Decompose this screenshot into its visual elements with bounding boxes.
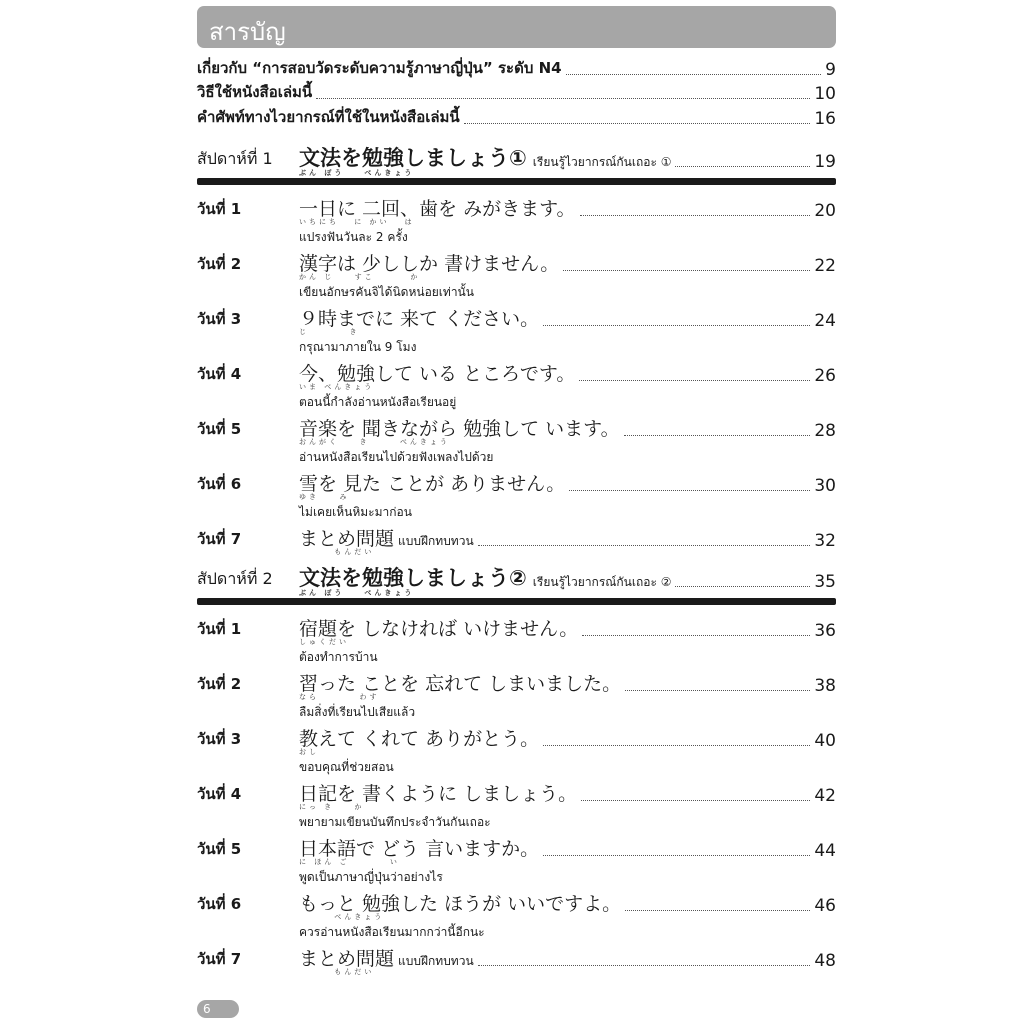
week-2-header[interactable] <box>197 564 836 597</box>
toc-entry-w1-d7[interactable] <box>197 525 836 556</box>
toc-page-number: 30 <box>814 476 836 496</box>
dot-leader <box>625 910 810 911</box>
entry-subtitle: แบบฝึกทบทวน <box>398 534 474 548</box>
toc-entry-intro-2[interactable] <box>197 82 836 104</box>
entry-title-jp: まとめ問題 もんだい <box>299 948 395 976</box>
toc-entry-w2-d7[interactable] <box>197 945 836 976</box>
furigana: いま べんきょう <box>299 383 375 391</box>
entry-translation: ต้องทำการบ้าน <box>299 650 378 664</box>
furigana: に ほん ご い <box>299 858 400 866</box>
toc-page-number: 42 <box>814 786 836 806</box>
dot-leader <box>581 800 810 801</box>
toc-entry-w2-d3[interactable] <box>197 725 836 756</box>
toc-page-number: 26 <box>814 366 836 386</box>
toc-page-number: 40 <box>814 731 836 751</box>
toc-page-number: 46 <box>814 896 836 916</box>
entry-title-jp: 今、勉強して いる ところです。 いま べんきょう <box>299 363 576 391</box>
day-label: วันที่ 4 <box>197 365 242 383</box>
furigana: かん じ すこ か <box>299 273 421 281</box>
entry-title-jp: 音楽を 聞きながら 勉強して います。 おんがく き べんきょう <box>299 418 620 446</box>
dot-leader <box>675 586 810 587</box>
toc-entry-w2-d5[interactable] <box>197 835 836 866</box>
toc-entry-intro-3[interactable] <box>197 107 836 129</box>
toc-page-number: 24 <box>814 311 836 331</box>
week-1-header[interactable] <box>197 144 836 177</box>
day-label: วันที่ 3 <box>197 730 242 748</box>
entry-title-jp: 教えて くれて ありがとう。 おし <box>299 728 540 756</box>
toc-entry-w1-d4[interactable] <box>197 360 836 391</box>
dot-leader <box>566 74 822 75</box>
furigana: おし <box>299 748 319 756</box>
page-number-badge: 6 <box>197 1000 239 1018</box>
toc-page-number: 19 <box>814 152 836 172</box>
furigana: ぶん ぽう べんきょう <box>299 589 415 597</box>
toc-page-number: 36 <box>814 621 836 641</box>
entry-translation: ขอบคุณที่ช่วยสอน <box>299 760 394 774</box>
toc-entry-label: เกี่ยวกับ “การสอบวัดระดับความรู้ภาษาญี่ปุ่น” ระดับ N4 <box>197 59 562 77</box>
toc-page-number: 10 <box>814 84 836 104</box>
entry-title-jp: 漢字は 少ししか 書けません。 かん じ すこ か <box>299 253 560 281</box>
day-label: วันที่ 7 <box>197 950 242 968</box>
furigana: もんだい <box>299 548 375 556</box>
day-label: วันที่ 3 <box>197 310 242 328</box>
toc-entry-w1-d1[interactable] <box>197 195 836 226</box>
entry-translation: ตอนนี้กำลังอ่านหนังสือเรียนอยู่ <box>299 395 457 409</box>
entry-title-jp: 日記を 書くように しましょう。 にっ き か <box>299 783 578 811</box>
day-label: วันที่ 5 <box>197 840 242 858</box>
entry-translation: เขียนอักษรคันจิได้นิดหน่อยเท่านั้น <box>299 285 474 299</box>
page-title: สารบัญ <box>209 18 286 46</box>
entry-subtitle: แบบฝึกทบทวน <box>398 954 474 968</box>
dot-leader <box>580 215 811 216</box>
toc-entry-w2-d4[interactable] <box>197 780 836 811</box>
toc-page-number: 9 <box>825 60 836 80</box>
dot-leader <box>563 270 810 271</box>
entry-translation: ไม่เคยเห็นหิมะมาก่อน <box>299 505 412 519</box>
toc-entry-label: คำศัพท์ทางไวยากรณ์ที่ใช้ในหนังสือเล่มนี้ <box>197 108 460 126</box>
furigana: いちにち に かい は <box>299 218 415 226</box>
toc-entry-label: วิธีใช้หนังสือเล่มนี้ <box>197 83 313 101</box>
day-label: วันที่ 4 <box>197 785 242 803</box>
entry-translation: ควรอ่านหนังสือเรียนมากกว่านี้อีกนะ <box>299 925 485 939</box>
day-label: วันที่ 1 <box>197 620 242 638</box>
furigana: じ き <box>299 328 360 336</box>
header-bar <box>197 6 836 48</box>
toc-page-number: 22 <box>814 256 836 276</box>
entry-title-jp: ９時までに 来て ください。 じ き <box>299 308 540 336</box>
dot-leader <box>569 490 810 491</box>
entry-translation: แปรงฟันวันละ 2 ครั้ง <box>299 230 408 244</box>
toc-entry-w1-d3[interactable] <box>197 305 836 336</box>
day-label: วันที่ 5 <box>197 420 242 438</box>
day-label: วันที่ 2 <box>197 675 242 693</box>
entry-translation: พูดเป็นภาษาญี่ปุ่นว่าอย่างไร <box>299 870 443 884</box>
toc-entry-w2-d6[interactable] <box>197 890 836 921</box>
entry-title-jp: 一日に 二回、歯を みがきます。 いちにち に かい は <box>299 198 576 226</box>
furigana: なら わす <box>299 693 380 701</box>
toc-page-number: 16 <box>814 109 836 129</box>
toc-page-number: 28 <box>814 421 836 441</box>
toc-page-number: 35 <box>814 572 836 592</box>
furigana: おんがく き べんきょう <box>299 438 450 446</box>
toc-entry-intro-1[interactable] <box>197 58 836 80</box>
day-label: วันที่ 1 <box>197 200 242 218</box>
furigana: ぶん ぽう べんきょう <box>299 169 415 177</box>
toc-entry-w1-d5[interactable] <box>197 415 836 446</box>
entry-translation: พยายามเขียนบันทึกประจำวันกันเถอะ <box>299 815 491 829</box>
week-title-jp: 文法を勉強しましょう① ぶん ぽう べんきょう <box>299 146 527 177</box>
dot-leader <box>582 635 810 636</box>
entry-title-jp: 日本語で どう 言いますか。 に ほん ご い <box>299 838 540 866</box>
dot-leader <box>543 325 810 326</box>
furigana: しゅくだい <box>299 638 349 646</box>
week-title-jp: 文法を勉強しましょう② ぶん ぽう べんきょう <box>299 566 527 597</box>
entry-translation: อ่านหนังสือเรียนไปด้วยฟังเพลงไปด้วย <box>299 450 494 464</box>
entry-title-jp: もっと 勉強した ほうが いいですよ。 べんきょう <box>299 893 622 921</box>
toc-page-number: 20 <box>814 201 836 221</box>
toc-entry-w1-d6[interactable] <box>197 470 836 501</box>
dot-leader <box>478 965 811 966</box>
toc-page-number: 38 <box>814 676 836 696</box>
day-label: วันที่ 2 <box>197 255 242 273</box>
week-subtitle: เรียนรู้ไวยากรณ์กันเถอะ ① <box>532 155 672 169</box>
dot-leader <box>625 690 810 691</box>
week-label: สัปดาห์ที่ 1 <box>197 149 273 168</box>
dot-leader <box>316 98 810 99</box>
entry-translation: กรุณามาภายใน 9 โมง <box>299 340 417 354</box>
day-label: วันที่ 6 <box>197 475 242 493</box>
toc-entry-w2-d1[interactable] <box>197 615 836 646</box>
toc-entry-w2-d2[interactable] <box>197 670 836 701</box>
toc-page-number: 32 <box>814 531 836 551</box>
furigana: にっ き か <box>299 803 365 811</box>
dot-leader <box>624 435 811 436</box>
furigana: もんだい <box>299 968 375 976</box>
furigana: べんきょう <box>299 913 385 921</box>
week-subtitle: เรียนรู้ไวยากรณ์กันเถอะ ② <box>532 575 672 589</box>
dot-leader <box>543 855 810 856</box>
day-label: วันที่ 7 <box>197 530 242 548</box>
toc-page-number: 48 <box>814 951 836 971</box>
entry-translation: ลืมสิ่งที่เรียนไปเสียแล้ว <box>299 705 416 719</box>
dot-leader <box>478 545 811 546</box>
dot-leader <box>543 745 810 746</box>
week-divider <box>197 598 836 605</box>
dot-leader <box>675 166 810 167</box>
week-divider <box>197 178 836 185</box>
entry-title-jp: 宿題を しなければ いけません。 しゅくだい <box>299 618 579 646</box>
dot-leader <box>464 123 811 124</box>
week-label: สัปดาห์ที่ 2 <box>197 569 273 588</box>
toc-entry-w1-d2[interactable] <box>197 250 836 281</box>
furigana: ゆき み <box>299 493 350 501</box>
dot-leader <box>579 380 810 381</box>
entry-title-jp: 雪を 見た ことが ありません。 ゆき み <box>299 473 566 501</box>
day-label: วันที่ 6 <box>197 895 242 913</box>
entry-title-jp: まとめ問題 もんだい <box>299 528 395 556</box>
entry-title-jp: 習った ことを 忘れて しまいました。 なら わす <box>299 673 622 701</box>
toc-page-number: 44 <box>814 841 836 861</box>
